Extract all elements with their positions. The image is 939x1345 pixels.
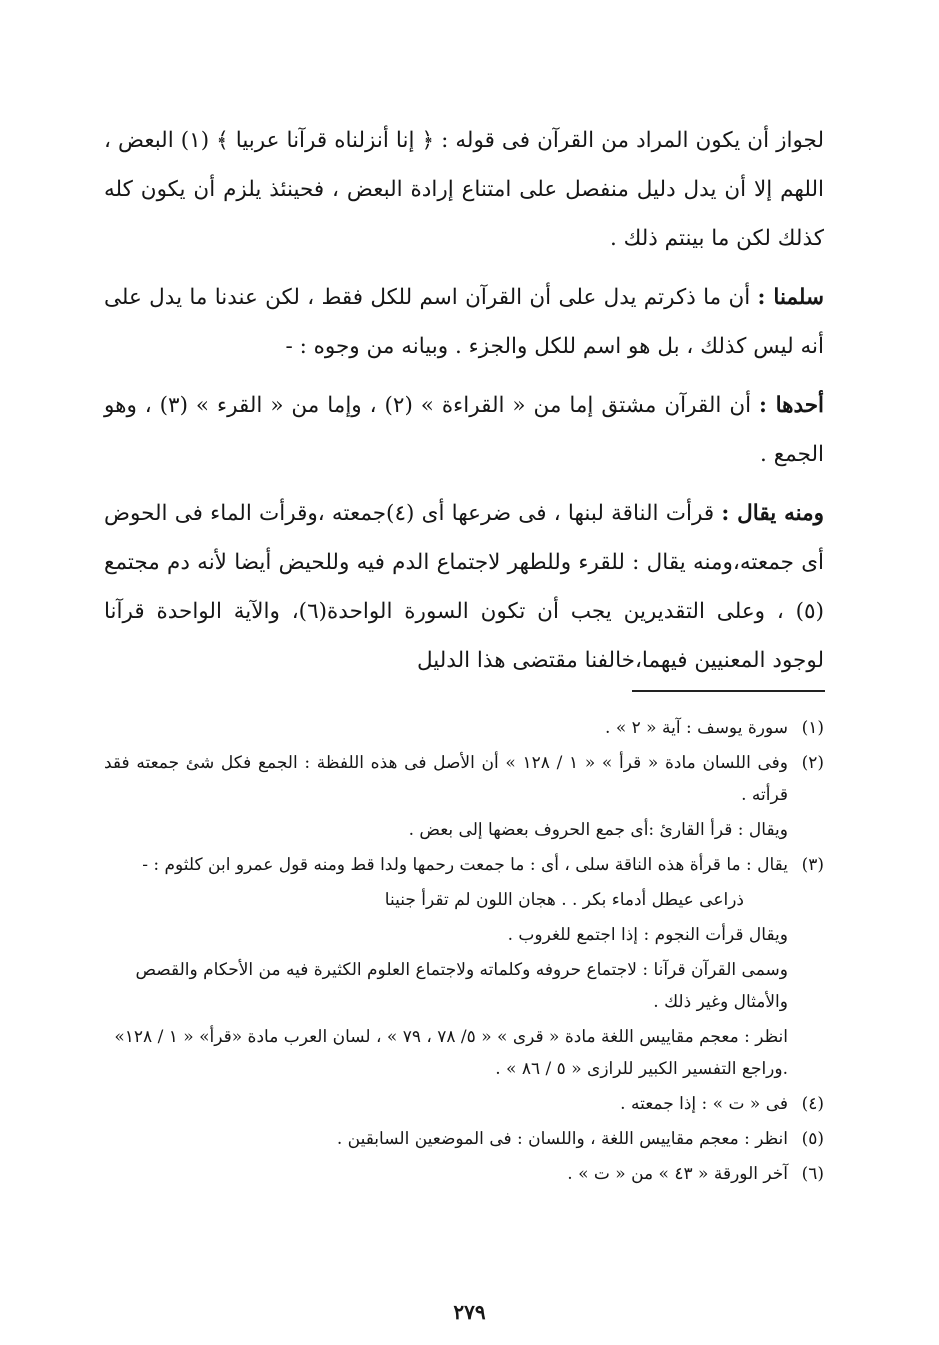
footnote-2 bbox=[104, 747, 824, 811]
paragraph-2-body: أن ما ذكرتم يدل على أن القرآن اسم للكل فقط ، لكن عندنا ما يدل على أنه ليس كذلك ، بل هو اسم للكل والجزء . وبيانه من وجوه : - bbox=[104, 285, 824, 359]
footnote-4-number: (٤) bbox=[801, 1094, 824, 1114]
footnote-3-text: يقال : ما قرأة هذه الناقة سلى ، أى : ما جمعت رحمها ولدا قط ومنه قول عمرو ابن كلثوم : - bbox=[142, 855, 788, 875]
footnote-5-text: انظر : معجم مقاييس اللغة ، واللسان : فى الموضعين السابقين . bbox=[336, 1129, 788, 1149]
footnote-2-number: (٢) bbox=[801, 753, 824, 773]
paragraph-4 bbox=[104, 489, 824, 685]
footnote-3-line-2: ويقال قرأت النجوم : إذا اجتمع للغروب . bbox=[507, 925, 788, 945]
footnote-3-verse: ذراعى عيطل أدماء بكر . . هجان اللون لم تقرأ جنينا bbox=[384, 890, 744, 910]
footnote-3 bbox=[104, 849, 824, 881]
footnote-5-number: (٥) bbox=[801, 1129, 824, 1149]
paragraph-2 bbox=[104, 273, 824, 371]
footnote-1-text: سورة يوسف : آية « ٢ » . bbox=[605, 718, 788, 738]
footnote-3-line-3: وسمى القرآن قرآنا : لاجتماع حروفه وكلماته ولاجتماع العلوم الكثيرة فيه من الأحكام والقصص والأمثال وغير ذلك . bbox=[135, 960, 788, 1012]
footnote-divider bbox=[632, 690, 825, 692]
paragraph-3-lead: أحدها : bbox=[759, 393, 825, 418]
paragraph-4-body: قرأت الناقة لبنها ، فى ضرعها أى (٤)جمعته ،وقرأت الماء فى الحوض أى جمعته،ومنه يقال : للقرء وللطهر لاجتماع الدم فيه وللحيض أيضا لأنه دم مجتمع (٥) ، وعلى التقديرين يجب أن تكون السورة الواحدة(٦)، والآية الواحدة قرآنا لوجود المعنيين فيهما،خالفنا مقتضى هذا الدليل bbox=[104, 501, 824, 673]
footnote-6-text: آخر الورقة « ٤٣ » من « ت » . bbox=[567, 1164, 788, 1184]
page-number: ٢٧٩ bbox=[453, 1300, 486, 1324]
footnote-2-text: وفى اللسان مادة « قرأ » « ١ / ١٢٨ » أن الأصل فى هذه اللفظة : الجمع فكل شئ جمعته فقد قرأته . bbox=[104, 753, 788, 805]
paragraph-2-lead: سلمنا : bbox=[757, 285, 825, 310]
paragraph-4-lead: ومنه يقال : bbox=[721, 501, 824, 526]
footnote-3-line-4: انظر : معجم مقاييس اللغة مادة « قرى » « ٥/ ٧٨ ، ٧٩ » ، لسان العرب مادة «قرأ» « ١ / ١٢٨» .وراجع التفسير الكبير للرازى « ٥ / ٨٦ » . bbox=[114, 1027, 788, 1079]
paragraph-1: لجواز أن يكون المراد من القرآن فى قوله : ﴿ إنا أنزلناه قرآنا عربيا ﴾ (١) البعض ، اللهم إلا أن يدل دليل منفصل على امتناع إرادة البعض ، فحينئذ يلزم أن يكون كله كذلك لكن ما بينتم ذلك . bbox=[104, 128, 824, 251]
footnote-2-extra: ويقال : قرأ القارئ :أى جمع الحروف بعضها إلى بعض . bbox=[408, 820, 788, 840]
footnote-1-number: (١) bbox=[801, 718, 824, 738]
footnote-5 bbox=[104, 1123, 824, 1155]
footnote-1 bbox=[104, 712, 824, 744]
footnote-4-text: فى « ت » : إذا جمعته . bbox=[620, 1094, 788, 1114]
main-text bbox=[104, 116, 824, 685]
paragraph-3 bbox=[104, 381, 824, 479]
paragraph-3-body: أن القرآن مشتق إما من « القراءة » (٢) ، وإما من « القرء » (٣) ، وهو الجمع . bbox=[104, 393, 824, 467]
footnote-3-number: (٣) bbox=[801, 855, 824, 875]
footnote-6-number: (٦) bbox=[801, 1164, 824, 1184]
footnote-6 bbox=[104, 1158, 824, 1190]
footnote-4 bbox=[104, 1088, 824, 1120]
footnotes bbox=[104, 712, 824, 1193]
